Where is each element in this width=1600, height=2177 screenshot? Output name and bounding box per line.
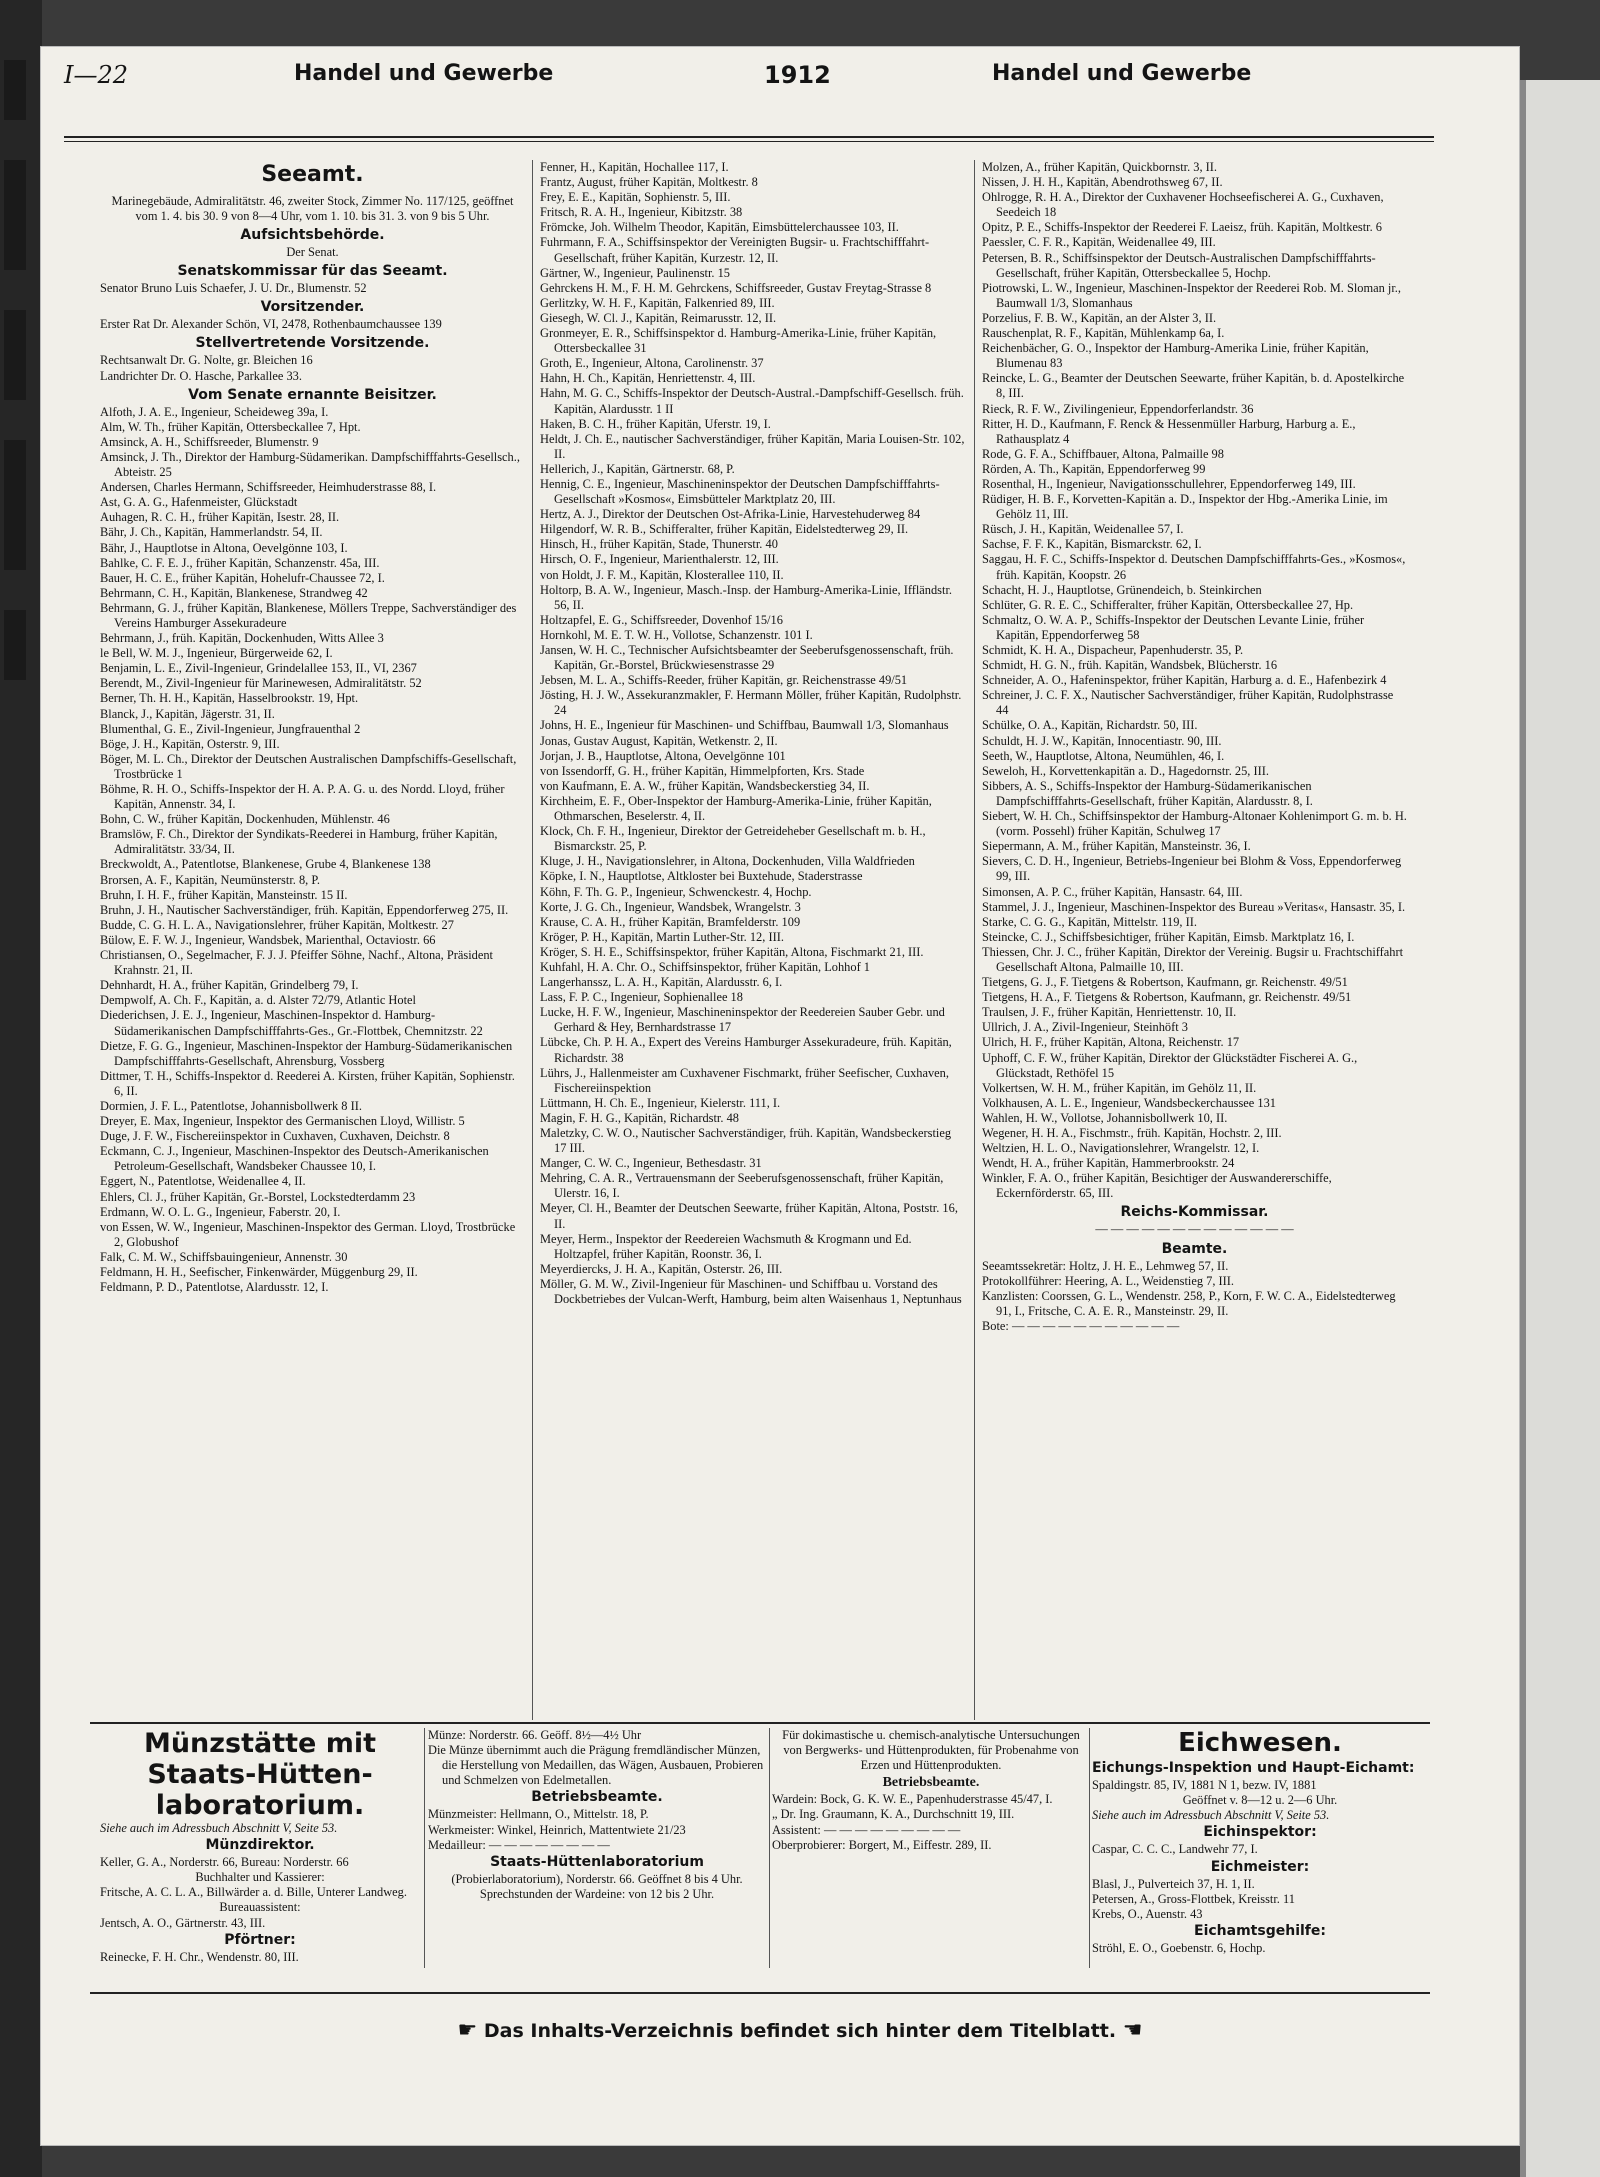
entry-line: Berendt, M., Zivil-Ingenieur für Marinewesen, Admiralitätstr. 52 (100, 676, 422, 691)
entry-line: Lübcke, Ch. P. H. A., Expert des Vereins Hamburger Assekuradeure, früh. Kapitän, Richardstr. 38 (540, 1035, 952, 1065)
entry-line: Tietgens, G. J., F. Tietgens & Robertson, Kaufmann, gr. Reichenstr. 49/51 (982, 975, 1348, 990)
entry-line: Kanzlisten: Coorssen, G. L., Wendenstr. 258, P., Korn, F. W. C. A., Eidelstedterweg 91, I., Fritsche, C. A. E. R., Mansteinstr. 29, II. (982, 1288, 1396, 1318)
entry-line: Bruhn, I. H. F., früher Kapitän, Mansteinstr. 15 II. (100, 887, 348, 902)
entry-line: Bohn, C. W., früher Kapitän, Dockenhuden, Mühlenstr. 46 (100, 812, 390, 827)
header-year: 1912 (764, 61, 831, 89)
eich-line: Spaldingstr. 85, IV, 1881 N 1, bezw. IV, 1881 (1092, 1778, 1317, 1793)
entry-line: Rode, G. F. A., Schiffbauer, Altona, Palmaille 98 (982, 446, 1224, 461)
entry-line: Dietze, F. G. G., Ingenieur, Maschinen-Inspektor der Hamburg-Südamerikanischen Dampfschifffahrts-Gesellschaft, Ahrensburg, Vossberg (100, 1038, 513, 1068)
entry-line: Böge, J. H., Kapitän, Osterstr. 9, III. (100, 736, 280, 751)
entry-line: Gehrckens H. M., F. H. M. Gehrckens, Schiffsreeder, Gustav Freytag-Strasse 8 (540, 280, 932, 295)
eichwesen-box (1092, 1728, 1428, 1956)
entry-line: Kuhfahl, H. A. Chr. O., Schiffsinspektor, früher Kapitän, Lohhof 1 (540, 959, 870, 974)
entry-line: Rosenthal, H., Ingenieur, Navigationsschullehrer, Eppendorferweg 149, III. (982, 476, 1356, 491)
entry-line: Lührs, J., Hallenmeister am Cuxhavener Fischmarkt, früher Seefischer, Cuxhaven, Fischereiinspektion (540, 1065, 949, 1095)
entry-line: Diederichsen, J. E. J., Ingenieur, Maschinen-Inspektor d. Hamburg-Südamerikanischen Dampfschifffahrts-Ges., Gr.-Flottbek, Chemnitzstr. 22 (100, 1008, 483, 1038)
muenz-line: Fritsche, A. C. L. A., Billwärder a. d. Bille, Unterer Landweg. (100, 1885, 407, 1900)
muenzdirektor-heading: Münzdirektor. (205, 1837, 315, 1854)
entry-line: Piotrowski, L. W., Ingenieur, Maschinen-Inspektor der Reederei Rob. M. Sloman jr., Baumwall 1/3, Slomanhaus (982, 280, 1401, 310)
entry-line: Simonsen, A. P. C., früher Kapitän, Hansastr. 64, III. (982, 884, 1243, 899)
box-divider (424, 1728, 425, 1968)
footer-rule (90, 1992, 1430, 1994)
section-heading: Aufsichtsbehörde. (240, 227, 385, 244)
entry-line: Petersen, B. R., Schiffsinspektor der Deutsch-Australischen Dampfschifffahrts-Gesellschaft, früher Kapitän, Ottersbeckallee 5, Hochp. (982, 250, 1376, 280)
muenz-line: Bureauassistent: (219, 1900, 301, 1915)
entry-line: Reichenbächer, G. O., Inspektor der Hamburg-Amerika Linie, früher Kapitän, Blumenau 83 (982, 341, 1369, 371)
section-heading: Beamte. (1161, 1240, 1228, 1257)
entry-line: Krause, C. A. H., früher Kapitän, Bramfelderstr. 109 (540, 914, 801, 929)
column-divider (974, 160, 975, 1720)
entry-line: Rüdiger, H. B. F., Korvetten-Kapitän a. D., Inspektor der Hbg.-Amerika Linie, im Gehölz 11, III. (982, 492, 1388, 522)
entry-line: Falk, C. M. W., Schiffsbauingenieur, Annenstr. 30 (100, 1249, 348, 1264)
entry-line: Landrichter Dr. O. Hasche, Parkallee 33. (100, 368, 302, 383)
entry-line: Alfoth, J. A. E., Ingenieur, Scheideweg 39a, I. (100, 404, 329, 419)
pfoertner-heading: Pförtner: (224, 1931, 296, 1948)
entry-line: Sievers, C. D. H., Ingenieur, Betriebs-Ingenieur bei Blohm & Voss, Eppendorferweg 99, III. (982, 854, 1402, 884)
entry-line: Bülow, E. F. W. J., Ingenieur, Wandsbek, Marienthal, Octaviostr. 66 (100, 932, 436, 947)
entry-line: Volkertsen, W. H. M., früher Kapitän, im Gehölz 11, II. (982, 1080, 1257, 1095)
entry-line: Bote: — — — — — — — — — — — (982, 1318, 1180, 1333)
entry-line: Haken, B. C. H., früher Kapitän, Uferstr. 19, I. (540, 416, 771, 431)
entry-line: Seeamtssekretär: Holtz, J. H. E., Lehmweg 57, II. (982, 1258, 1229, 1273)
entry-line: Ulrich, H. F., früher Kapitän, Altona, Reichenstr. 17 (982, 1035, 1240, 1050)
entry-line: Meyer, Cl. H., Beamter der Deutschen Seewarte, früher Kapitän, Altona, Poststr. 16, II. (540, 1201, 958, 1231)
entry-line: Kluge, J. H., Navigationslehrer, in Altona, Dockenhuden, Villa Waldfrieden (540, 854, 915, 869)
entry-line: Protokollführer: Heering, A. L., Weidenstieg 7, III. (982, 1273, 1235, 1288)
entry-line: Porzelius, F. B. W., Kapitän, an der Alster 3, II. (982, 310, 1217, 325)
dokimastik-box (772, 1728, 1090, 1853)
eichmeister-line: Blasl, J., Pulverteich 37, H. 1, II. (1092, 1876, 1255, 1891)
entry-line: Traulsen, J. F., früher Kapitän, Henriettenstr. 10, II. (982, 1005, 1237, 1020)
lab-line: (Probierlaboratorium), Norderstr. 66. Geöffnet 8 bis 4 Uhr. Sprechstunden der Wardeine: von 12 bis 2 Uhr. (451, 1871, 743, 1901)
entry-line: Heldt, J. Ch. E., nautischer Sachverständiger, früher Kapitän, Maria Louisen-Str. 102, II. (540, 431, 965, 461)
muenze-line: Münze: Norderstr. 66. Geöff. 8½—4½ Uhr (428, 1728, 642, 1742)
entry-line: Dittmer, T. H., Schiffs-Inspektor d. Reederei A. Kirsten, früher Kapitän, Sophienstr. 6, II. (100, 1068, 515, 1098)
entry-line: Uphoff, C. F. W., früher Kapitän, Direktor der Glückstädter Fischerei A. G., Glückstadt, Rethöfel 15 (982, 1050, 1358, 1080)
entry-line: Bähr, J., Hauptlotse in Altona, Oevelgönne 103, I. (100, 540, 348, 555)
column-divider (532, 160, 533, 1720)
entry-line: Budde, C. G. H. L. A., Navigationslehrer, früher Kapitän, Moltkestr. 27 (100, 917, 454, 932)
entry-line: Wendt, H. A., früher Kapitän, Hammerbrookstr. 24 (982, 1156, 1235, 1171)
entry-line: von Issendorff, G. H., früher Kapitän, Himmelpforten, Krs. Stade (540, 763, 865, 778)
entry-line: le Bell, W. M. J., Ingenieur, Bürgerweide 62, I. (100, 646, 333, 661)
section-heading: Reichs-Kommissar. (1120, 1204, 1269, 1221)
eich-heading: Eichungs-Inspektion und Haupt-Eichamt: (1092, 1760, 1415, 1776)
entry-line: Schmaltz, O. W. A. P., Schiffs-Inspektor der Deutschen Levante Linie, früher Kapitän, Eppendorferweg 58 (982, 612, 1365, 642)
entry-line: Rauschenplat, R. F., Kapitän, Mühlenkamp 6a, I. (982, 326, 1225, 341)
entry-line: Korte, J. G. Ch., Ingenieur, Wandsbek, Wrangelstr. 3 (540, 899, 801, 914)
entry-line: Giesegh, W. Cl. J., Kapitän, Reimarusstr. 12, II. (540, 310, 777, 325)
muenz-line: Keller, G. A., Norderstr. 66, Bureau: Norderstr. 66 (100, 1855, 349, 1870)
section-title: Seeamt. (261, 162, 364, 187)
entry-line: Eckmann, C. J., Ingenieur, Maschinen-Inspektor des Deutsch-Amerikanischen Petroleum-Gesellschaft, Wandsbeker Chaussee 10, I. (100, 1144, 489, 1174)
entry-line: Breckwoldt, A., Patentlotse, Blankenese, Grube 4, Blankenese 138 (100, 857, 431, 872)
section-note: Marinegebäude, Admiralitätstr. 46, zweiter Stock, Zimmer No. 117/125, geöffnet vom 1. 4. bis 30. 9 von 8—4 Uhr, vom 1. 10. bis 31. 3. von 9 bis 5 Uhr. (111, 194, 514, 224)
eich-line: Geöffnet v. 8—12 u. 2—6 Uhr. (1182, 1793, 1338, 1808)
column-beisitzer-3 (982, 160, 1407, 1334)
entry-line: Hertz, A. J., Direktor der Deutschen Ost-Afrika-Linie, Harvestehuderweg 84 (540, 507, 921, 522)
entry-line: Schmidt, H. G. N., früh. Kapitän, Wandsbek, Blücherstr. 16 (982, 658, 1278, 673)
entry-line: Hahn, M. G. C., Schiffs-Inspektor der Deutsch-Austral.-Dampfschiff-Gesellsch. früh. Kapitän, Alardusstr. 1 II (540, 386, 964, 416)
header-rule-thin (64, 141, 1434, 142)
entry-line: Maletzky, C. W. O., Nautischer Sachverständiger, früh. Kapitän, Wandsbeckerstieg 17 III. (540, 1126, 952, 1156)
entry-line: Kröger, P. H., Kapitän, Martin Luther-Str. 12, III. (540, 929, 784, 944)
entry-line: Nissen, J. H. H., Kapitän, Abendrothsweg 67, II. (982, 175, 1223, 190)
entry-line: Dehnhardt, H. A., früher Kapitän, Grindelberg 79, I. (100, 978, 359, 993)
entry-line: Siepermann, A. M., früher Kapitän, Mansteinstr. 36, I. (982, 839, 1251, 854)
entry-line: Schacht, H. J., Hauptlotse, Grünendeich, b. Steinkirchen (982, 582, 1262, 597)
section-heading: Senatskommissar für das Seeamt. (177, 263, 448, 280)
footer-text: Das Inhalts-Verzeichnis befindet sich hinter dem Titelblatt. (483, 2020, 1117, 2042)
entry-line: Brorsen, A. F., Kapitän, Neumünsterstr. 8, P. (100, 872, 320, 887)
entry-line: Erster Rat Dr. Alexander Schön, VI, 2478, Rothenbaumchaussee 139 (100, 317, 442, 332)
entry-line: Opitz, P. E., Schiffs-Inspektor der Reederei F. Laeisz, früh. Kapitän, Moltkestr. 6 (982, 220, 1383, 235)
entry-line: Hinsch, H., früher Kapitän, Stade, Thunerstr. 40 (540, 537, 778, 552)
muenz-line: Buchhalter und Kassierer: (195, 1870, 325, 1885)
entry-line: Köpke, I. N., Hauptlotse, Altkloster bei Buxtehude, Staderstrasse (540, 869, 863, 884)
entry-line: Köhn, F. Th. G. P., Ingenieur, Schwenckestr. 4, Hochp. (540, 884, 812, 899)
entry-line: Kirchheim, E. F., Ober-Inspektor der Hamburg-Amerika-Linie, früher Kapitän, Othmarschen, Beselerstr. 4, II. (540, 793, 932, 824)
entry-line: Frey, E. E., Kapitän, Sophienstr. 5, III. (540, 190, 731, 205)
entry-line: Thiessen, Chr. J. C., früher Kapitän, Direktor der Vereinig. Bugsir u. Frachtschiffahrt Gesellschaft Altona, Palmaille 10, III. (982, 944, 1404, 974)
entry-line: Dempwolf, A. Ch. F., Kapitän, a. d. Alster 72/79, Atlantic Hotel (100, 993, 416, 1008)
pointing-hand-left-icon: ☚ (1122, 2018, 1143, 2043)
entry-line: Fenner, H., Kapitän, Hochallee 117, I. (540, 160, 729, 174)
entry-line: Dormien, J. F. L., Patentlotse, Johannisbollwerk 8 II. (100, 1098, 362, 1113)
entry-line: Feldmann, H. H., Seefischer, Finkenwärder, Müggenburg 29, II. (100, 1265, 418, 1279)
entry-line: Bahlke, C. F. E. J., früher Kapitän, Schanzenstr. 45a, III. (100, 555, 380, 570)
entry-line: Hornkohl, M. E. T. W. H., Vollotse, Schanzenstr. 101 I. (540, 627, 813, 642)
entry-line: Behrmann, C. H., Kapitän, Blankenese, Strandweg 42 (100, 585, 368, 600)
dokim-line: „ Dr. Ing. Graumann, K. A., Durchschnitt 19, III. (772, 1807, 1015, 1822)
entry-line: Meyer, Herm., Inspektor der Reedereien Wachsmuth & Krogmann und Ed. Holtzapfel, früher Kapitän, Roonstr. 36, I. (540, 1231, 912, 1261)
entry-line: Senator Bruno Luis Schaefer, J. U. Dr., Blumenstr. 52 (100, 281, 367, 296)
entry-line: Wegener, H. H. A., Fischmstr., früh. Kapitän, Hochstr. 2, III. (982, 1126, 1282, 1140)
entry-line: Benjamin, L. E., Zivil-Ingenieur, Grindelallee 153, II., VI, 2367 (100, 661, 417, 676)
dokim-line: Assistent: — — — — — — — — — (772, 1822, 961, 1837)
entry-line: Groth, E., Ingenieur, Altona, Carolinenstr. 37 (540, 356, 764, 371)
eichinspektor-line: Caspar, C. C. C., Landwehr 77, I. (1092, 1842, 1258, 1857)
section-rule (90, 1722, 1430, 1724)
section-heading: Vom Senate ernannte Beisitzer. (188, 386, 437, 403)
page-number: I—22 (64, 61, 129, 89)
entry-line: Rörden, A. Th., Kapitän, Eppendorferweg 99 (982, 461, 1206, 476)
dokim-intro: Für dokimastische u. chemisch-analytische Untersuchungen von Bergwerks- und Hüttenprodukten, für Probenahme von Erzen und Hüttenprodukten. (782, 1728, 1080, 1773)
entry-line: Schneider, A. O., Hafeninspektor, früher Kapitän, Harburg a. d. E., Hafenbezirk 4 (982, 673, 1387, 688)
entry-line: Blanck, J., Kapitän, Jägerstr. 31, II. (100, 706, 275, 721)
entry-line: Eggert, N., Patentlotse, Weidenallee 4, II. (100, 1174, 306, 1189)
entry-line: Paessler, C. F. R., Kapitän, Weidenallee 49, III. (982, 235, 1216, 250)
entry-line: Frantz, August, früher Kapitän, Moltkestr. 8 (540, 175, 758, 190)
box-divider (769, 1728, 770, 1968)
entry-line: Hirsch, O. F., Ingenieur, Marienthalerstr. 12, III. (540, 552, 779, 567)
entry-line: Lass, F. P. C., Ingenieur, Sophienallee 18 (540, 990, 743, 1005)
eichinspektor-heading: Eichinspektor: (1203, 1824, 1317, 1841)
entry-line: von Holdt, J. F. M., Kapitän, Klosterallee 110, II. (540, 567, 784, 582)
entry-line: Gerlitzky, W. H. F., Kapitän, Falkenried 89, III. (540, 295, 775, 310)
entry-line: Berner, Th. H. H., Kapitän, Hasselbrookstr. 19, Hpt. (100, 691, 359, 706)
entry-line: Wahlen, H. W., Vollotse, Johannisbollwerk 10, II. (982, 1110, 1228, 1125)
entry-line: Magin, F. H. G., Kapitän, Richardstr. 48 (540, 1110, 739, 1125)
entry-line: Rieck, R. F. W., Zivilingenieur, Eppendorferlandstr. 36 (982, 401, 1254, 416)
entry-line: Schülke, O. A., Kapitän, Richardstr. 50, III. (982, 718, 1198, 733)
entry-line: Andersen, Charles Hermann, Schiffsreeder, Heimhuderstrasse 88, I. (100, 480, 437, 495)
entry-line: Weltzien, H. L. O., Navigationslehrer, Wrangelstr. 12, I. (982, 1141, 1260, 1156)
entry-line: Bramslöw, F. Ch., Direktor der Syndikats-Reederei in Hamburg, früher Kapitän, Admiralitätstr. 33/34, II. (100, 827, 498, 857)
entry-line: Schreiner, J. C. F. X., Nautischer Sachverständiger, früher Kapitän, Rudolphstrasse 44 (982, 688, 1394, 718)
entry-line: Rüsch, J. H., Kapitän, Weidenallee 57, I. (982, 522, 1184, 537)
eichmeister-heading: Eichmeister: (1210, 1858, 1310, 1875)
entry-line: Erdmann, W. O. L. G., Ingenieur, Faberstr. 20, I. (100, 1204, 341, 1219)
muenze-betrieb-line: Medailleur: — — — — — — — — (428, 1837, 610, 1852)
book-spine (0, 60, 30, 860)
entry-line: Saggau, H. F. C., Schiffs-Inspektor d. Deutschen Dampfschifffahrts-Ges., »Kosmos«, früh. Kapitän, Koopstr. 26 (982, 552, 1406, 582)
entry-line: Hellerich, J., Kapitän, Gärtnerstr. 68, P. (540, 461, 735, 476)
entry-line: Möller, G. M. W., Zivil-Ingenieur für Maschinen- und Schiffbau u. Vorstand des Dockbetriebes der Vulcan-Werft, Hamburg, beim alten Waisenhaus 1, Neptunhaus (540, 1276, 962, 1307)
entry-line: Sachse, F. F. K., Kapitän, Bismarckstr. 62, I. (982, 537, 1202, 552)
eichgehilfe-heading: Eichamtsgehilfe: (1194, 1922, 1326, 1939)
entry-line: Böhme, R. H. O., Schiffs-Inspektor der H. A. P. A. G. u. des Nordd. Lloyd, früher Kapitän, Annenstr. 34, I. (100, 782, 505, 812)
muenz-line: Jentsch, A. O., Gärtnerstr. 43, III. (100, 1915, 266, 1930)
entry-line: Jebsen, M. L. A., Schiffs-Reeder, früher Kapitän, gr. Reichenstrasse 49/51 (540, 673, 908, 688)
footer-note (350, 2018, 1250, 2043)
eichmeister-line: Petersen, A., Gross-Flottbek, Kreisstr. 11 (1092, 1891, 1295, 1906)
entry-line: Fuhrmann, F. A., Schiffsinspektor der Vereinigten Bugsir- u. Frachtschifffahrt-Gesellschaft, früher Kapitän, Kurzestr. 12, II. (540, 235, 930, 265)
entry-line: Böger, M. L. Ch., Direktor der Deutschen Australischen Dampfschiffs-Gesellschaft, Trostbrücke 1 (100, 751, 517, 781)
entry-line: Amsinck, J. Th., Direktor der Hamburg-Südamerikan. Dampfschifffahrts-Gesellsch., Abteistr. 25 (100, 449, 520, 480)
entry-line: Reincke, L. G., Beamter der Deutschen Seewarte, früher Kapitän, b. d. Apostelkirche 8, III. (982, 371, 1405, 401)
dokim-line: Oberprobierer: Borgert, M., Eiffestr. 289, II. (772, 1837, 992, 1852)
entry-line: Frömcke, Joh. Wilhelm Theodor, Kapitän, Eimsbüttelerchaussee 103, II. (540, 220, 899, 235)
entry-line: Auhagen, R. C. H., früher Kapitän, Isestr. 28, II. (100, 510, 340, 525)
pointing-hand-icon: ☛ (457, 2018, 478, 2043)
entry-line: Seeth, W., Hauptlotse, Altona, Neumühlen, 46, I. (982, 748, 1225, 763)
entry-line: Johns, H. E., Ingenieur für Maschinen- und Schiffbau, Baumwall 1/3, Slomanhaus (540, 718, 949, 733)
entry-line: Ritter, H. D., Kaufmann, F. Renck & Hessenmüller Harburg, Harburg a. E., Rathausplatz 4 (982, 416, 1356, 446)
muenzstaette-box (100, 1728, 420, 1965)
eich-note: Siehe auch im Adressbuch Abschnitt V, Seite 53. (1092, 1808, 1330, 1823)
eichgehilfe-line: Ströhl, E. O., Goebenstr. 6, Hochp. (1092, 1941, 1266, 1956)
entry-line: Manger, C. W. C., Ingenieur, Bethesdastr. 31 (540, 1156, 762, 1171)
entry-line: Behrmann, J., früh. Kapitän, Dockenhuden, Witts Allee 3 (100, 631, 384, 646)
entry-line: Meyerdiercks, J. H. A., Kapitän, Osterstr. 26, III. (540, 1261, 783, 1276)
entry-line: Hennig, C. E., Ingenieur, Maschineninspektor der Deutschen Dampfschifffahrts-Gesellschaft »Kosmos«, Eimsbütteler Marktplatz 20, III. (540, 476, 940, 507)
section-note: — — — — — — — — — — — — — (1095, 1222, 1294, 1237)
entry-line: Holtorp, B. A. W., Ingenieur, Masch.-Insp. der Hamburg-Amerika-Linie, Iffländstr. 56, II. (540, 582, 952, 612)
muenze-line: Die Münze übernimmt auch die Prägung fremdländischer Münzen, die Herstellung von Medaillen, das Wägen, Ausbauen, Probieren und Schmelzen von Edelmetallen. (428, 1743, 764, 1788)
muenze-betrieb-line: Münzmeister: Hellmann, O., Mittelstr. 18, P. (428, 1807, 649, 1822)
muenze-betrieb-line: Werkmeister: Winkel, Heinrich, Mattentwiete 21/23 (428, 1822, 686, 1837)
entry-line: Hilgendorf, W. R. B., Schifferalter, früher Kapitän, Eidelstedterweg 29, II. (540, 522, 909, 537)
muenzstaette-title: Münzstätte mit Staats-Hütten-laboratorium. (143, 1728, 377, 1821)
entry-line: Bähr, J. Ch., Kapitän, Hammerlandstr. 54, II. (100, 525, 323, 540)
entry-line: Ullrich, J. A., Zivil-Ingenieur, Steinhöft 3 (982, 1020, 1188, 1035)
entry-line: Kröger, S. H. E., Schiffsinspektor, früher Kapitän, Altona, Fischmarkt 21, III. (540, 944, 924, 959)
dokim-heading: Betriebsbeamte. (882, 1775, 980, 1791)
entry-line: Klock, Ch. F. H., Ingenieur, Direktor der Getreideheber Gesellschaft m. b. H., Bismarckstr. 25, P. (540, 824, 926, 854)
eichmeister-line: Krebs, O., Auenstr. 43 (1092, 1906, 1203, 1921)
entry-line: Ehlers, Cl. J., früher Kapitän, Gr.-Borstel, Lockstedterdamm 23 (100, 1189, 416, 1204)
entry-line: Rechtsanwalt Dr. G. Nolte, gr. Bleichen 16 (100, 353, 313, 368)
dokim-line: Wardein: Bock, G. K. W. E., Papenhuderstrasse 45/47, I. (772, 1792, 1053, 1807)
scan-right-edge (1520, 80, 1600, 2177)
header-right-title: Handel und Gewerbe (992, 61, 1252, 86)
column-beisitzer-2 (540, 160, 965, 1307)
muenze-betrieb-heading: Betriebsbeamte. (531, 1789, 663, 1806)
entry-line: Feldmann, P. D., Patentlotse, Alardusstr. 12, I. (100, 1280, 329, 1295)
column-seeamt (100, 160, 525, 1295)
scan-left-edge (0, 0, 42, 2177)
pfoertner-line: Reinecke, F. H. Chr., Wendenstr. 80, III. (100, 1949, 299, 1964)
section-heading: Vorsitzender. (260, 299, 365, 316)
entry-line: Seweloh, H., Korvettenkapitän a. D., Hagedornstr. 25, III. (982, 763, 1269, 778)
muenze-box (428, 1728, 766, 1902)
muenzstaette-note: Siehe auch im Adressbuch Abschnitt V, Seite 53. (100, 1821, 338, 1835)
header-rule (64, 136, 1434, 138)
entry-line: Christiansen, O., Segelmacher, F. J. J. Pfeiffer Söhne, Nachf., Altona, Präsident Krahnstr. 21, II. (100, 948, 493, 978)
section-heading: Stellvertretende Vorsitzende. (195, 335, 430, 352)
entry-line: Schmidt, K. H. A., Dispacheur, Papenhuderstr. 35, P. (982, 643, 1244, 657)
entry-line: Tietgens, H. A., F. Tietgens & Robertson, Kaufmann, gr. Reichenstr. 49/51 (982, 990, 1352, 1005)
entry-line: Stammel, J. J., Ingenieur, Maschinen-Inspektor des Bureau »Veritas«, Hansastr. 35, I. (982, 899, 1406, 914)
entry-line: Behrmann, G. J., früher Kapitän, Blankenese, Möllers Treppe, Sachverständiger des Vereins Hamburger Assekuradeure (100, 600, 517, 630)
entry-line: Mehring, C. A. R., Vertrauensmann der Seeberufsgenossenschaft, früher Kapitän, Ulerstr. 16, I. (540, 1171, 944, 1201)
entry-line: Blumenthal, G. E., Zivil-Ingenieur, Jungfrauenthal 2 (100, 721, 361, 736)
entry-line: Starke, C. G. G., Kapitän, Mittelstr. 119, II. (982, 914, 1197, 929)
entry-line: Ast, G. A. G., Hafenmeister, Glückstadt (100, 495, 298, 510)
entry-line: Schuldt, H. J. W., Kapitän, Innocentiastr. 90, III. (982, 733, 1222, 748)
entry-line: Winkler, F. A. O., früher Kapitän, Besichtiger der Auswandererschiffe, Eckernförderstr. 65, III. (982, 1171, 1332, 1201)
entry-line: Bruhn, J. H., Nautischer Sachverständiger, früh. Kapitän, Eppendorferweg 275, II. (100, 902, 509, 917)
entry-line: Jonas, Gustav August, Kapitän, Wetkenstr. 2, II. (540, 733, 778, 748)
entry-line: von Kaufmann, E. A. W., früher Kapitän, Wandsbeckerstieg 34, II. (540, 778, 870, 793)
entry-line: Lucke, H. F. W., Ingenieur, Maschineninspektor der Reedereien Sauber Gebr. und Gerhard & Hey, Bernhardstrasse 17 (540, 1005, 945, 1035)
box-divider (1089, 1728, 1090, 1968)
header-left-title: Handel und Gewerbe (294, 61, 554, 86)
entry-line: Amsinck, A. H., Schiffsreeder, Blumenstr. 9 (100, 434, 319, 449)
entry-line: Molzen, A., früher Kapitän, Quickbornstr. 3, II. (982, 160, 1218, 174)
entry-line: Hahn, H. Ch., Kapitän, Henriettenstr. 4, III. (540, 371, 756, 386)
entry-line: Jösting, H. J. W., Assekuranzmakler, F. Hermann Möller, früher Kapitän, Rudolphstr. 24 (540, 688, 962, 718)
entry-line: Sibbers, A. S., Schiffs-Inspektor der Hamburg-Südamerikanischen Dampfschifffahrts-Gesellschaft, früher Kapitän, Alardusstr. 8, I. (982, 778, 1313, 808)
entry-line: Steincke, C. J., Schiffsbesichtiger, früher Kapitän, Eimsb. Marktplatz 16, I. (982, 929, 1355, 944)
entry-line: Jansen, W. H. C., Technischer Aufsichtsbeamter der Seeberufsgenossenschaft, früh. Kapitän, Gr.-Borstel, Brückwiesenstrasse 29 (540, 643, 954, 673)
entry-line: Jorjan, J. B., Hauptlotse, Altona, Oevelgönne 101 (540, 748, 786, 763)
entry-line: Holtzapfel, E. G., Schiffsreeder, Dovenhof 15/16 (540, 612, 783, 627)
entry-line: Schlüter, G. R. E. C., Schifferalter, früher Kapitän, Ottersbeckallee 27, Hp. (982, 597, 1354, 612)
entry-line: Gärtner, W., Ingenieur, Paulinenstr. 15 (540, 265, 730, 280)
page-header (64, 55, 1434, 95)
entry-line: Lüttmann, H. Ch. E., Ingenieur, Kielerstr. 111, I. (540, 1095, 781, 1110)
entry-line: Dreyer, E. Max, Ingenieur, Inspektor des Germanischen Lloyd, Willistr. 5 (100, 1114, 465, 1129)
entry-line: Ohlrogge, R. H. A., Direktor der Cuxhavener Hochseefischerei A. G., Cuxhaven, Seedeich 18 (982, 190, 1384, 220)
entry-line: von Essen, W. W., Ingenieur, Maschinen-Inspektor des German. Lloyd, Trostbrücke 2, Globushof (100, 1219, 516, 1249)
eichwesen-title: Eichwesen. (1178, 1728, 1342, 1758)
lab-heading: Staats-Hüttenlaboratorium (490, 1853, 704, 1870)
entry-line: Alm, W. Th., früher Kapitän, Ottersbeckallee 7, Hpt. (100, 419, 361, 434)
section-note: Der Senat. (286, 245, 339, 260)
entry-line: Siebert, W. H. Ch., Schiffsinspektor der Hamburg-Altonaer Kohlenimport G. m. b. H. (vorm. Possehl) früher Kapitän, Schulweg 17 (982, 809, 1407, 839)
entry-line: Fritsch, R. A. H., Ingenieur, Kibitzstr. 38 (540, 205, 743, 220)
entry-line: Volkhausen, A. L. E., Ingenieur, Wandsbeckerchaussee 131 (982, 1095, 1276, 1110)
entry-line: Bauer, H. C. E., früher Kapitän, Hohelufr-Chaussee 72, I. (100, 570, 385, 585)
entry-line: Duge, J. F. W., Fischereiinspektor in Cuxhaven, Cuxhaven, Deichstr. 8 (100, 1129, 450, 1144)
entry-line: Gronmeyer, E. R., Schiffsinspektor d. Hamburg-Amerika-Linie, früher Kapitän, Ottersbeckallee 31 (540, 326, 937, 356)
entry-line: Langerhanssz, L. A. H., Kapitän, Alardusstr. 6, I. (540, 975, 783, 990)
